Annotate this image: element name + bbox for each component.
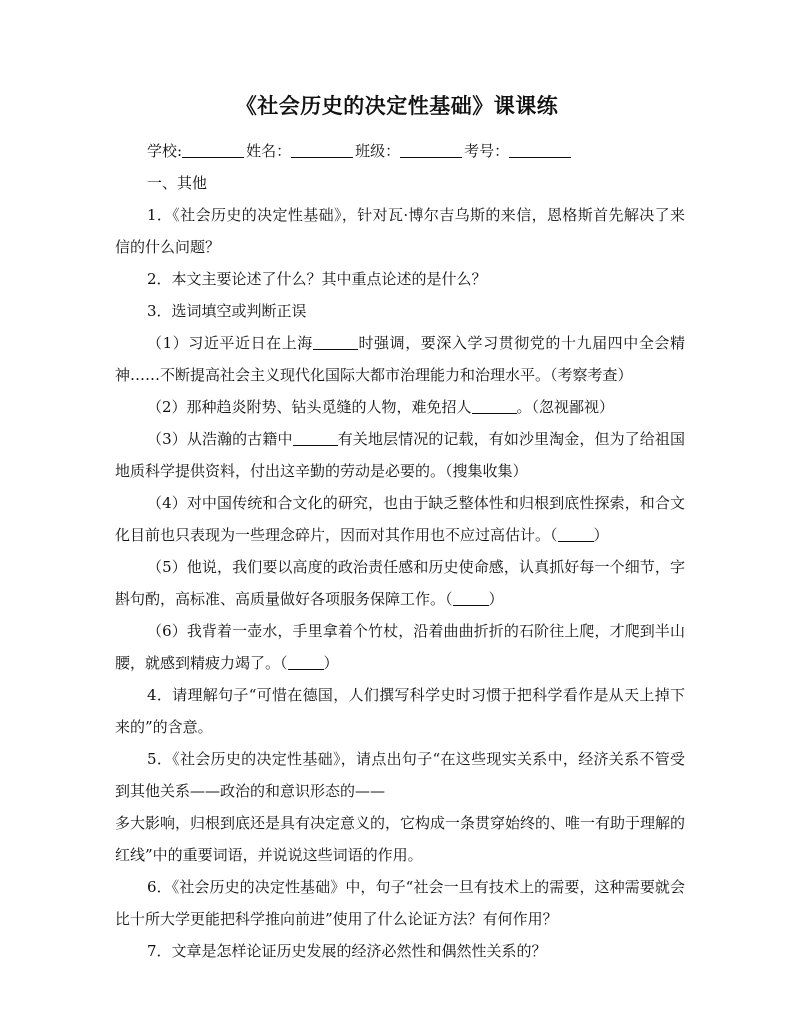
question-3-item-6 xyxy=(115,615,685,679)
student-info-line xyxy=(147,140,573,161)
question-3-item-1 xyxy=(115,327,685,391)
q3-item-2-text-a: （2）那种趋炎附势、钻头觅缝的人物，难免招人 xyxy=(147,398,472,416)
q3-item-6-text-a: （6）我背着一壶水，手里拿着个竹杖，沿着曲曲折折的石阶往上爬，才爬到半山腰，就感到精疲力竭了。（ xyxy=(115,622,685,672)
question-1: 1．《社会历史的决定性基础》，针对瓦·博尔吉乌斯的来信，恩格斯首先解决了来信的什么问题？ xyxy=(115,206,685,256)
q3-item-3-text-b: 有关地层情况的记载，有如沙里淘金，但为了给祖国地质科学提供资料，付出这辛勤的劳动是必要的。（搜集收集） xyxy=(115,430,685,480)
q3-item-4-text-a: （4）对中国传统和合文化的研究，也由于缺乏整体性和归根到底性探索，和合文化目前也只表现为一些理念碎片，因而对其作用也不应过高估计。（ xyxy=(115,494,685,544)
q3-item-5-text-a: （5）他说，我们要以高度的政治责任感和历史使命感，认真抓好每一个细节，字斟句酌，高标准、高质量做好各项服务保障工作。（ xyxy=(115,558,685,608)
question-3-stem: 3．选词填空或判断正误 xyxy=(147,302,307,320)
q3-item-1-text-b: 时强调，要深入学习贯彻党的十九届四中全会精神……不断提高社会主义现代化国际大都市治理能力和治理水平。（考察考查） xyxy=(115,334,685,384)
question-3-item-4 xyxy=(115,487,685,551)
name-label: 姓名： xyxy=(246,142,292,160)
question-5-part-a: 5．《社会历史的决定性基础》，请点出句子“在这些现实关系中，经济关系不管受到其他关系——政治的和意识形态的—— xyxy=(115,750,685,800)
question-5-part-b: 多大影响，归根到底还是具有决定意义的，它构成一条贯穿始终的、唯一有助于理解的红线”中的重要词语，并说说这些词语的作用。 xyxy=(115,814,686,864)
q3-item-1-blank[interactable] xyxy=(313,335,358,350)
exam-no-blank[interactable] xyxy=(509,143,571,158)
question-2: 2．本文主要论述了什么？其中重点论述的是什么？ xyxy=(147,270,487,288)
q3-item-5-text-b: ） xyxy=(488,590,504,608)
q3-item-4-text-b: ） xyxy=(593,526,609,544)
class-blank[interactable] xyxy=(400,143,462,158)
q3-item-3-blank[interactable] xyxy=(293,431,338,446)
class-label: 班级： xyxy=(355,142,401,160)
q3-item-1-text-a: （1）习近平近日在上海 xyxy=(147,334,313,352)
q3-item-2-blank[interactable] xyxy=(472,399,517,414)
q3-item-3-text-a: （3）从浩瀚的古籍中 xyxy=(147,430,293,448)
school-label: 学校: xyxy=(147,142,183,160)
q3-item-5-blank[interactable] xyxy=(453,591,489,606)
question-7: 7．文章是怎样论证历史发展的经济必然性和偶然性关系的？ xyxy=(147,942,547,960)
question-3-item-5 xyxy=(115,551,685,615)
question-4: 4．请理解句子“可惜在德国，人们撰写科学史时习惯于把科学看作是从天上掉下来的”的含意。 xyxy=(115,686,685,736)
q3-item-6-blank[interactable] xyxy=(288,655,324,670)
question-3-item-3 xyxy=(115,423,685,487)
q3-item-4-blank[interactable] xyxy=(558,527,594,542)
exam-no-label: 考号： xyxy=(464,142,510,160)
q3-item-6-text-b: ） xyxy=(323,654,339,672)
school-blank[interactable] xyxy=(182,143,244,158)
section-heading: 一、其他 xyxy=(147,174,208,192)
name-blank[interactable] xyxy=(291,143,353,158)
question-list xyxy=(115,167,685,967)
question-6: 6．《社会历史的决定性基础》中，句子“社会一旦有技术上的需要，这种需要就会比十所大学更能把科学推向前进”使用了什么论证方法？有何作用？ xyxy=(115,878,685,928)
q3-item-2-text-b: 。（忽视鄙视） xyxy=(516,398,615,416)
question-3-item-2 xyxy=(115,391,685,423)
document-title: 《社会历史的决定性基础》课课练 xyxy=(235,94,559,118)
